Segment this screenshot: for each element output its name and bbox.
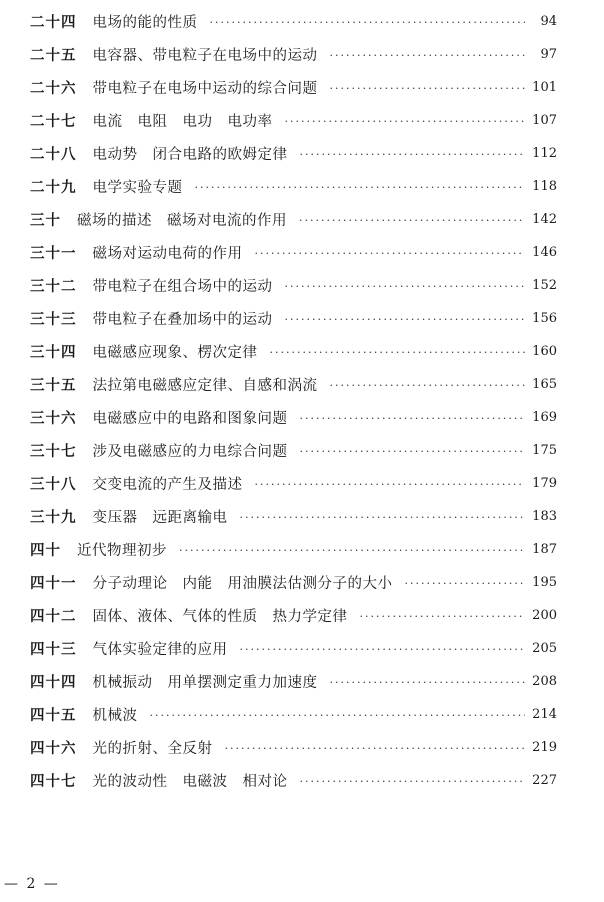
toc-entry-number: 二十九 bbox=[30, 179, 77, 196]
toc-entry-page: 107 bbox=[532, 113, 557, 128]
toc-entry-number: 二十五 bbox=[30, 47, 77, 64]
toc-entry-title: 变压器 远距离输电 bbox=[92, 510, 228, 526]
toc-dot-leader bbox=[240, 644, 526, 655]
toc-entry-number: 三十三 bbox=[30, 311, 77, 328]
toc-entry-page: 179 bbox=[532, 476, 557, 491]
toc-entry-number: 三十四 bbox=[30, 344, 77, 361]
toc-entry-title: 带电粒子在组合场中的运动 bbox=[92, 279, 273, 295]
toc-dot-leader bbox=[285, 116, 526, 127]
toc-entry-page: 118 bbox=[532, 179, 557, 194]
page-number-footer: — 2 — bbox=[4, 876, 60, 892]
toc-entry[interactable] bbox=[30, 335, 557, 368]
toc-dot-leader bbox=[300, 149, 526, 160]
toc-dot-leader bbox=[330, 677, 526, 688]
toc-entry-title: 机械振动 用单摆测定重力加速度 bbox=[92, 675, 318, 691]
toc-entry[interactable] bbox=[30, 599, 557, 632]
toc-entry-title: 近代物理初步 bbox=[77, 543, 167, 559]
toc-entry-number: 三十六 bbox=[30, 410, 77, 427]
toc-entry-title: 带电粒子在叠加场中的运动 bbox=[92, 312, 273, 328]
toc-entry-number: 四十六 bbox=[30, 740, 77, 757]
toc-entry-number: 四十一 bbox=[30, 575, 77, 592]
toc-entry-number: 三十一 bbox=[30, 245, 77, 262]
toc-dot-leader bbox=[225, 743, 526, 754]
toc-entry[interactable] bbox=[30, 269, 557, 302]
toc-dot-leader bbox=[240, 512, 526, 523]
toc-entry-page: 227 bbox=[532, 773, 557, 788]
toc-entry-title: 电磁感应现象、楞次定律 bbox=[92, 345, 258, 361]
toc-entry-page: 169 bbox=[532, 410, 557, 425]
toc-entry-page: 183 bbox=[532, 509, 557, 524]
toc-entry-page: 152 bbox=[532, 278, 557, 293]
toc-entry-title: 电场的能的性质 bbox=[92, 15, 198, 31]
toc-entry[interactable] bbox=[30, 137, 557, 170]
toc-entry-title: 电容器、带电粒子在电场中的运动 bbox=[92, 48, 318, 64]
toc-entry-number: 四十三 bbox=[30, 641, 77, 658]
toc-entry[interactable] bbox=[30, 71, 557, 104]
toc-dot-leader bbox=[330, 83, 526, 94]
toc-entry-page: 175 bbox=[532, 443, 557, 458]
toc-entry-title: 磁场的描述 磁场对电流的作用 bbox=[77, 213, 287, 229]
toc-entry-title: 光的波动性 电磁波 相对论 bbox=[92, 774, 288, 790]
toc-entry-page: 200 bbox=[532, 608, 557, 623]
toc-entry-page: 195 bbox=[532, 575, 557, 590]
toc-dot-leader bbox=[299, 215, 525, 226]
toc-entry-title: 电流 电阻 电功 电功率 bbox=[92, 114, 273, 130]
toc-entry-page: 112 bbox=[532, 146, 557, 161]
toc-entry[interactable] bbox=[30, 170, 557, 203]
toc-dot-leader bbox=[330, 50, 526, 61]
toc-entry-number: 三十九 bbox=[30, 509, 77, 526]
toc-entry[interactable] bbox=[30, 434, 557, 467]
toc-entry-number: 三十五 bbox=[30, 377, 77, 394]
toc-entry-title: 带电粒子在电场中运动的综合问题 bbox=[92, 81, 318, 97]
toc-entry[interactable] bbox=[30, 302, 557, 335]
toc-entry-page: 97 bbox=[540, 47, 557, 62]
toc-entry-number: 二十四 bbox=[30, 14, 77, 31]
toc-entry-page: 205 bbox=[532, 641, 557, 656]
toc-entry-number: 四十五 bbox=[30, 707, 77, 724]
toc-entry-page: 142 bbox=[532, 212, 557, 227]
toc-entry[interactable] bbox=[30, 203, 557, 236]
toc-dot-leader bbox=[270, 347, 526, 358]
toc-entry[interactable] bbox=[30, 632, 557, 665]
toc-dot-leader bbox=[150, 710, 526, 721]
toc-entry[interactable] bbox=[30, 38, 557, 71]
toc-entry-number: 四十 bbox=[30, 542, 61, 559]
toc-entry-title: 气体实验定律的应用 bbox=[92, 642, 228, 658]
toc-dot-leader bbox=[300, 413, 526, 424]
toc-entry-title: 磁场对运动电荷的作用 bbox=[92, 246, 243, 262]
toc-entry-number: 四十四 bbox=[30, 674, 77, 691]
toc-dot-leader bbox=[300, 776, 526, 787]
toc-entry-page: 94 bbox=[540, 14, 557, 29]
toc-entry[interactable] bbox=[30, 533, 557, 566]
toc-entry[interactable] bbox=[30, 731, 557, 764]
toc-dot-leader bbox=[360, 611, 526, 622]
toc-entry-title: 机械波 bbox=[92, 708, 138, 724]
toc-entry[interactable] bbox=[30, 104, 557, 137]
toc-entry[interactable] bbox=[30, 368, 557, 401]
toc-dot-leader bbox=[195, 182, 526, 193]
toc-entry[interactable] bbox=[30, 764, 557, 797]
toc-entry-page: 146 bbox=[532, 245, 557, 260]
toc-entry-title: 电学实验专题 bbox=[92, 180, 183, 196]
toc-dot-leader bbox=[179, 545, 525, 556]
toc-dot-leader bbox=[405, 578, 526, 589]
toc-entry[interactable] bbox=[30, 467, 557, 500]
toc-entry-title: 电磁感应中的电路和图象问题 bbox=[92, 411, 288, 427]
toc-dot-leader bbox=[285, 281, 526, 292]
toc-entry[interactable] bbox=[30, 500, 557, 533]
toc-entry-title: 电动势 闭合电路的欧姆定律 bbox=[92, 147, 288, 163]
toc-entry-number: 二十八 bbox=[30, 146, 77, 163]
toc-entry[interactable] bbox=[30, 698, 557, 731]
toc-entry-page: 214 bbox=[532, 707, 557, 722]
toc-entry-title: 涉及电磁感应的力电综合问题 bbox=[92, 444, 288, 460]
toc-entry-page: 165 bbox=[532, 377, 557, 392]
toc-entry-title: 光的折射、全反射 bbox=[92, 741, 213, 757]
toc-dot-leader bbox=[255, 248, 526, 259]
toc-entry-number: 三十八 bbox=[30, 476, 77, 493]
toc-entry[interactable] bbox=[30, 5, 557, 38]
toc-entry-number: 二十六 bbox=[30, 80, 77, 97]
toc-entry-page: 101 bbox=[532, 80, 557, 95]
toc-entry-number: 三十二 bbox=[30, 278, 77, 295]
toc-dot-leader bbox=[300, 446, 526, 457]
toc-entry-number: 四十二 bbox=[30, 608, 77, 625]
toc-entry[interactable] bbox=[30, 566, 557, 599]
toc-entry-number: 四十七 bbox=[30, 773, 77, 790]
toc-entry-number: 二十七 bbox=[30, 113, 77, 130]
toc-dot-leader bbox=[210, 17, 526, 28]
toc-dot-leader bbox=[255, 479, 526, 490]
toc-entry-title: 交变电流的产生及描述 bbox=[92, 477, 243, 493]
toc-entry-page: 156 bbox=[532, 311, 557, 326]
toc-dot-leader bbox=[330, 380, 526, 391]
toc-entry-number: 三十 bbox=[30, 212, 61, 229]
toc-entry-page: 219 bbox=[532, 740, 557, 755]
toc-entry-number: 三十七 bbox=[30, 443, 77, 460]
toc-entry[interactable] bbox=[30, 401, 557, 434]
toc-dot-leader bbox=[285, 314, 526, 325]
toc-entry[interactable] bbox=[30, 665, 557, 698]
toc-entry[interactable] bbox=[30, 236, 557, 269]
toc-entry-page: 187 bbox=[532, 542, 557, 557]
toc-entry-page: 160 bbox=[532, 344, 557, 359]
toc-entry-title: 分子动理论 内能 用油膜法估测分子的大小 bbox=[92, 576, 393, 592]
toc-entry-title: 固体、液体、气体的性质 热力学定律 bbox=[92, 609, 348, 625]
toc-entry-page: 208 bbox=[532, 674, 557, 689]
toc-entry-title: 法拉第电磁感应定律、自感和涡流 bbox=[92, 378, 318, 394]
